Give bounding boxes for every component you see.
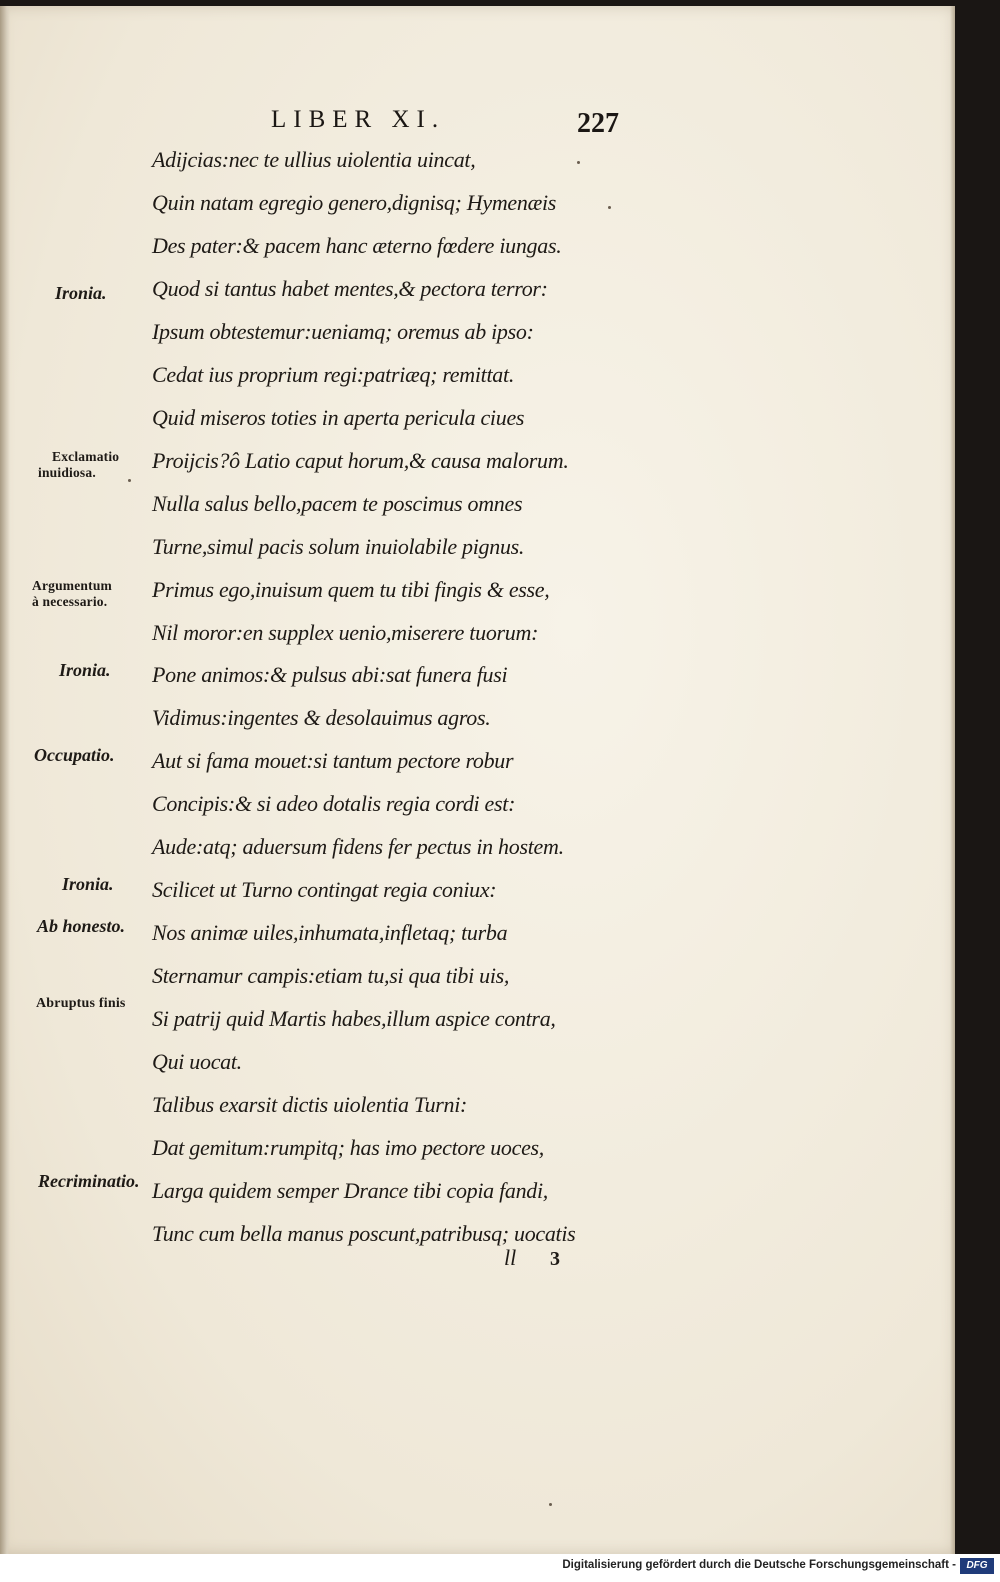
marginal-gloss: Exclamatio inuidiosa. [38,449,120,480]
verse-line: Nil moror:en supplex uenio,miserere tuorum: [152,620,539,645]
marginal-gloss: Occupatio. [34,745,115,765]
verse-line: Concipis:& si adeo dotalis regia cordi est: [152,791,516,816]
verse-line: Aude:atq; aduersum fidens fer pectus in hostem. [152,834,564,859]
digitization-footer [0,1554,1000,1582]
verse-line: Nos animæ uiles,inhumata,infletaq; turba [152,920,508,945]
verse-line: Quin natam egregio genero,dignisq; Hymenæis [152,190,557,215]
verse-line: Turne,simul pacis solum inuiolabile pignus. [152,534,525,559]
ink-speck [608,206,611,209]
ink-speck [128,479,131,482]
marginal-gloss: Ironia. [59,660,111,680]
running-title: LIBER XI. [271,106,446,133]
dfg-logo: DFG [960,1558,994,1574]
catchword: ll [504,1245,517,1270]
marginal-gloss: Ironia. [55,283,107,303]
verse-line: Adijcias:nec te ullius uiolentia uincat, [152,147,476,172]
verse-line: Tunc cum bella manus poscunt,patribusq; uocatis [152,1221,576,1246]
verse-line: Dat gemitum:rumpitq; has imo pectore uoces, [152,1135,544,1160]
verse-line: Nulla salus bello,pacem te poscimus omnes [152,491,523,516]
ink-speck [577,161,580,164]
verse-line: Vidimus:ingentes & desolauimus agros. [152,705,491,730]
book-page [0,6,955,1554]
verse-line: Des pater:& pacem hanc æterno fœdere iungas. [152,233,562,258]
verse-line: Pone animos:& pulsus abi:sat funera fusi [152,662,508,687]
verse-line: Proijcis?ô Latio caput horum,& causa malorum. [152,448,569,473]
verse-line: Ipsum obtestemur:ueniamq; oremus ab ipso: [152,319,534,344]
marginal-gloss: Argumentum à necessario. [32,578,112,609]
verse-line: Primus ego,inuisum quem tu tibi fingis & esse, [152,577,550,602]
verse-line: Si patrij quid Martis habes,illum aspice contra, [152,1006,556,1031]
marginal-gloss: Ironia. [62,874,114,894]
page-number: 227 [577,108,619,139]
signature-mark: 3 [550,1248,560,1270]
verse-line: Aut si fama mouet:si tantum pectore robur [152,748,514,773]
ink-speck [549,1503,552,1506]
page-spine-shadow [0,6,10,1554]
verse-line: Qui uocat. [152,1049,242,1074]
page-edge-shadow [950,6,955,1554]
marginal-gloss: Abruptus finis [36,996,126,1011]
verse-line: Cedat ius proprium regi:patriæq; remittat. [152,362,515,387]
verse-line: Quid miseros toties in aperta pericula ciues [152,405,525,430]
marginal-gloss: Recriminatio. [38,1171,140,1191]
verse-line: Quod si tantus habet mentes,& pectora terror: [152,276,548,301]
marginal-gloss: Ab honesto. [37,916,126,936]
verse-line: Talibus exarsit dictis uiolentia Turni: [152,1092,468,1117]
verse-line: Scilicet ut Turno contingat regia coniux: [152,877,497,902]
running-head [0,106,955,146]
funding-credit: Digitalisierung gefördert durch die Deutsche Forschungsgemeinschaft - [562,1559,956,1571]
verse-line: Sternamur campis:etiam tu,si qua tibi uis, [152,963,510,988]
verse-line: Larga quidem semper Drance tibi copia fandi, [152,1178,549,1203]
